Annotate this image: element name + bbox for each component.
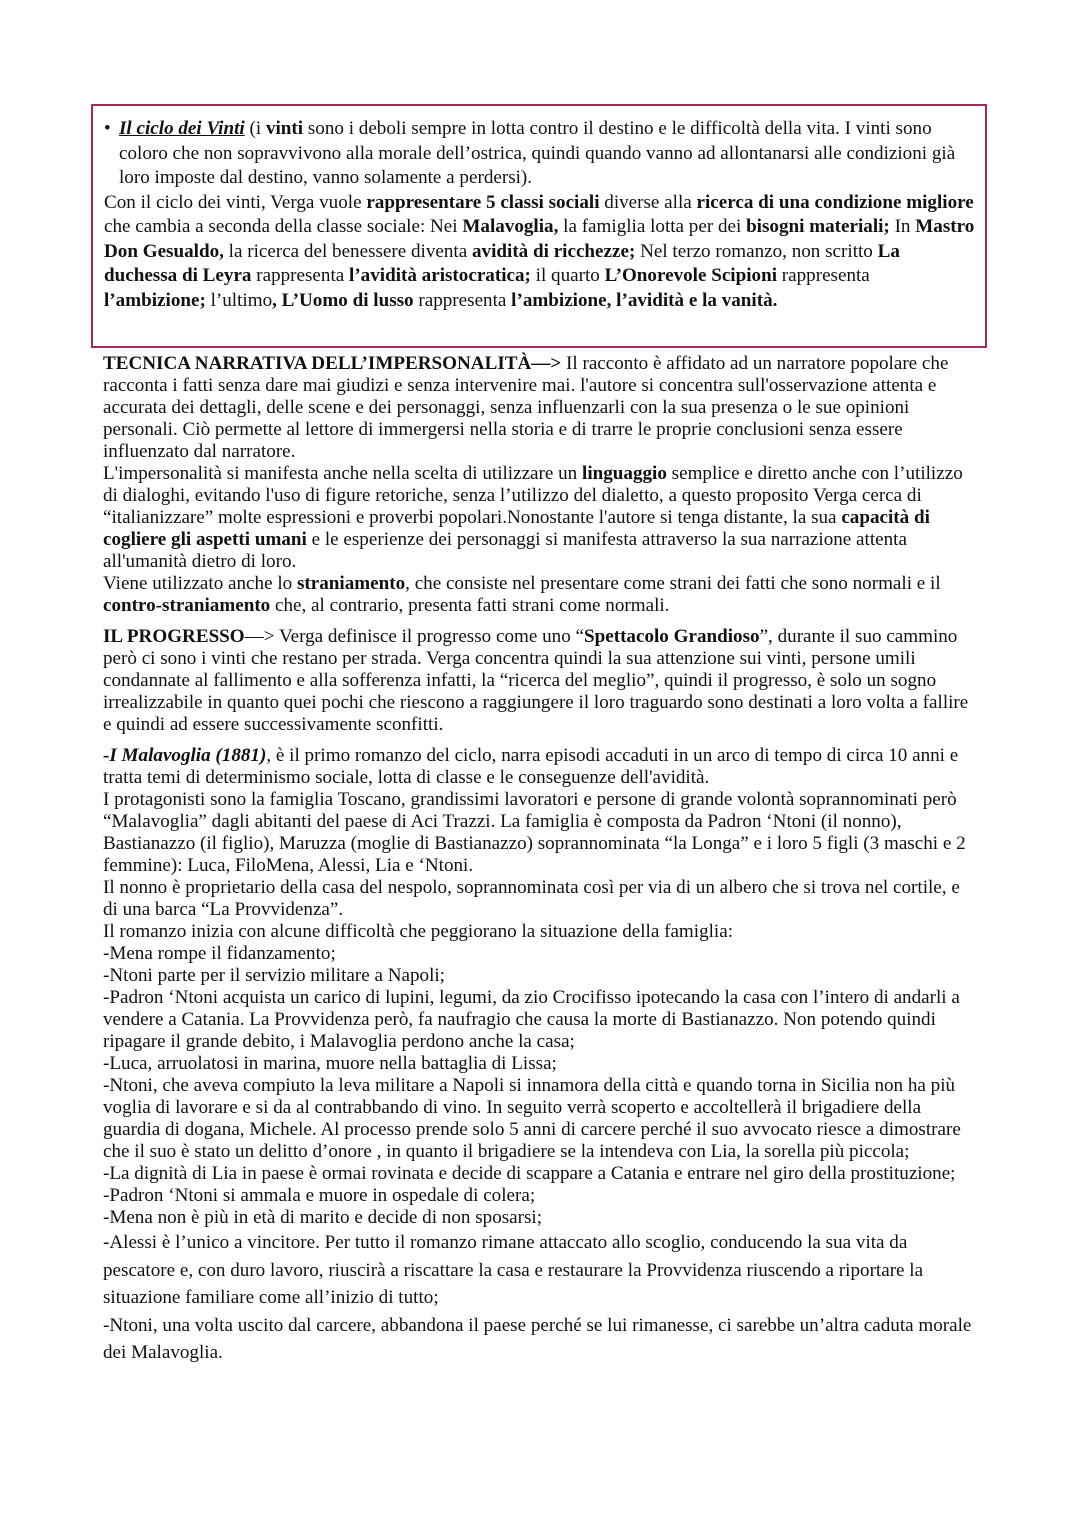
list-item-alessi: -Alessi è l’unico a vincitore. Per tutto il romanzo rimane attaccato allo scoglio, conducendo la sua vita da pescatore e, con duro lavoro, riuscirà a riscattare la casa e restaurare la Provvidenza riuscendo a riportare la situazione familiare come all’inizio di tutto; [103, 1232, 924, 1308]
bullet-dot-icon: • [104, 118, 111, 139]
ciclo-box [104, 117, 976, 313]
tecnica-paragraph-2: L'impersonalità si manifesta anche nella scelta di utilizzare un linguaggio semplice e diretto anche con l’utilizzo di dialoghi, evitando l'uso di figure retoriche, senza l’utilizzo del dialetto, a questo proposito Verga cerca di “italianizzare” molte espressioni e proverbi popolari.Nonostante l'autore si tenga distante, la sua capacità di cogliere gli aspetti umani e le esperienze dei personaggi si manifesta attraverso la sua narrazione attenta all'umanità dietro di loro. [103, 463, 963, 572]
malavoglia-paragraph-3: Il nonno è proprietario della casa del nespolo, soprannominata così per via di un albero che si trova nel cortile, e di una barca “La Provvidenza”. [103, 877, 960, 920]
list-item-ntoni: -Ntoni, una volta uscito dal carcere, abbandona il paese perché se lui rimanesse, ci sarebbe un’altra caduta morale dei Malavoglia. [103, 1314, 972, 1363]
malavoglia-paragraph-4: Il romanzo inizia con alcune difficoltà che peggiorano la situazione della famiglia: [103, 921, 734, 942]
progresso-paragraph: IL PROGRESSO—> Verga definisce il progresso come uno “Spettacolo Grandioso”, durante il suo cammino però ci sono i vinti che restano per strada. Verga concentra quindi la sua attenzione sui vinti, persone umili condannate al fallimento e alla sofferenza infatti, la “ricerca del meglio”, quindi il progresso, è solo un sogno irrealizzabile in quanto quei pochi che riescono a raggiungere il loro traguardo sono destinati a loro volta a fallire e quindi ad essere successivamente sconfitti. [103, 626, 969, 735]
main-text [103, 353, 972, 1367]
malavoglia-paragraph-2: I protagonisti sono la famiglia Toscano, grandissimi lavoratori e persone di grande volontà soprannominati però “Malavoglia” dagli abitanti del paese di Aci Trazzi. La famiglia è composta da Padron ‘Ntoni (il nonno), Bastianazzo (il figlio), Maruzza (moglie di Bastianazzo) soprannominata “la Longa” e i loro 5 figli (3 maschi e 2 femmine): Luca, FiloMena, Alessi, Lia e ‘Ntoni. [103, 789, 966, 876]
list-item: -Ntoni parte per il servizio militare a Napoli; [103, 965, 445, 986]
malavoglia-title: -I Malavoglia (1881) [103, 745, 267, 766]
ciclo-bullet-paragraph: • Il ciclo dei Vinti (i vinti sono i deboli sempre in lotta contro il destino e le difficoltà della vita. I vinti sono coloro che non sopravvivono alla morale dell’ostrica, quindi quando vanno ad allontanarsi alle condizioni già loro imposte dal destino, vanno solamente a perdersi). [104, 118, 956, 188]
tecnica-paragraph-3: Viene utilizzato anche lo straniamento, che consiste nel presentare come strani dei fatti che sono normali e il contro-straniamento che, al contrario, presenta fatti strani come normali. [103, 573, 941, 616]
list-item: -Mena rompe il fidanzamento; [103, 943, 336, 964]
list-item: -La dignità di Lia in paese è ormai rovinata e decide di scappare a Catania e entrare nel giro della prostituzione; [103, 1163, 956, 1184]
list-item: -Padron ‘Ntoni acquista un carico di lupini, legumi, da zio Crocifisso ipotecando la casa con l’intero di andarli a vendere a Catania. La Provvidenza però, fa naufragio che causa la morte di Bastianazzo. Non potendo quindi ripagare il grande debito, i Malavoglia perdono anche la casa; [103, 987, 960, 1052]
list-item: -Padron ‘Ntoni si ammala e muore in ospedale di colera; [103, 1185, 536, 1206]
tecnica-paragraph-1: TECNICA NARRATIVA DELL’IMPERSONALITÀ—> Il racconto è affidato ad un narratore popolare che racconta i fatti senza dare mai giudizi e senza intervenire mai. l'autore si concentra sull'osservazione attenta e accurata dei dettagli, delle scene e dei personaggi, senza influenzarli con la sua presenza o le sue opinioni personali. Ciò permette al lettore di immergersi nella storia e di trarre le proprie conclusioni senza essere influenzato dal narratore. [103, 353, 949, 462]
list-item: -Luca, arruolatosi in marina, muore nella battaglia di Lissa; [103, 1053, 557, 1074]
section-malavoglia [103, 745, 972, 1367]
section-tecnica [103, 353, 972, 617]
section-progresso [103, 626, 972, 736]
tecnica-heading: TECNICA NARRATIVA DELL’IMPERSONALITÀ—> [103, 353, 562, 374]
ciclo-paragraph: Con il ciclo dei vinti, Verga vuole rappresentare 5 classi sociali diverse alla ricerca di una condizione migliore che cambia a seconda della classe sociale: Nei Malavoglia, la famiglia lotta per dei bisogni materiali; In Mastro Don Gesualdo, la ricerca del benessere diventa avidità di ricchezze; Nel terzo romanzo, non scritto La duchessa di Leyra rappresenta l’avidità aristocratica; il quarto L’Onorevole Scipioni rappresenta l’ambizione; l’ultimo, L’Uomo di lusso rappresenta l’ambizione, l’avidità e la vanità. [104, 191, 975, 311]
progresso-heading: IL PROGRESSO [103, 626, 245, 647]
malavoglia-paragraph-1: -I Malavoglia (1881), è il primo romanzo del ciclo, narra episodi accaduti in un arco di tempo di circa 10 anni e tratta temi di determinismo sociale, lotta di classe e le conseguenze dell'avidità. [103, 745, 959, 788]
list-item: -Mena non è più in età di marito e decide di non sposarsi; [103, 1207, 543, 1228]
list-item: -Ntoni, che aveva compiuto la leva militare a Napoli si innamora della città e quando torna in Sicilia non ha più voglia di lavorare e si da al contrabbando di vino. In seguito verrà scoperto e accoltellerà il brigadiere della guardia di dogana, Michele. Al processo prende solo 5 anni di carcere perché il suo avvocato riesce a dimostrare che il suo è stato un delitto d’onore , in quanto il brigadiere se la intendeva con Lia, la sorella più piccola; [103, 1075, 961, 1162]
ciclo-title: Il ciclo dei Vinti [119, 118, 245, 139]
